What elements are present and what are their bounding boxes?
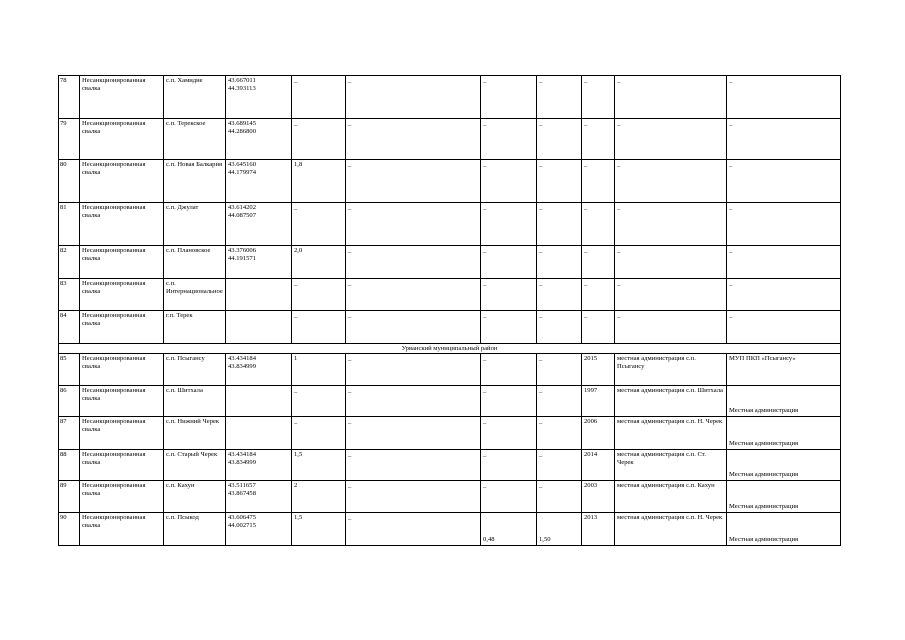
operator-cell: Местная администрация bbox=[727, 450, 841, 481]
column-6-cell: _ bbox=[346, 279, 481, 311]
table-row bbox=[59, 119, 841, 160]
table-row bbox=[59, 76, 841, 119]
object-type-cell: Несанкционированная свалка bbox=[80, 481, 164, 513]
year-cell: 2015 bbox=[582, 354, 615, 386]
area-cell: 1,5 bbox=[292, 450, 346, 481]
landfill-table bbox=[58, 75, 841, 546]
operator-cell: _ bbox=[727, 246, 841, 279]
area-cell: 2,0 bbox=[292, 246, 346, 279]
column-6-cell: _ bbox=[346, 386, 481, 417]
coordinates-cell bbox=[226, 279, 292, 311]
column-6-cell: _ bbox=[346, 450, 481, 481]
column-6-cell: _ bbox=[346, 481, 481, 513]
column-6-cell: _ bbox=[346, 417, 481, 450]
object-type-cell: Несанкционированная свалка bbox=[80, 386, 164, 417]
settlement-cell: с.п. Хамидие bbox=[164, 76, 226, 119]
table-row bbox=[59, 450, 841, 481]
column-6-cell: _ bbox=[346, 203, 481, 246]
coordinates-cell: 43.689145 44.286800 bbox=[226, 119, 292, 160]
row-number-cell: 82 bbox=[59, 246, 80, 279]
table-row bbox=[59, 417, 841, 450]
section-row bbox=[59, 344, 841, 354]
object-type-cell: Несанкционированная свалка bbox=[80, 246, 164, 279]
column-7-cell: _ bbox=[481, 311, 537, 344]
settlement-cell: с.п. Джулат bbox=[164, 203, 226, 246]
column-7-cell: _ bbox=[481, 76, 537, 119]
object-type-cell: Несанкционированная свалка bbox=[80, 160, 164, 203]
table-row bbox=[59, 311, 841, 344]
row-number-cell: 88 bbox=[59, 450, 80, 481]
object-type-cell: Несанкционированная свалка bbox=[80, 513, 164, 546]
administration-cell: _ bbox=[615, 279, 727, 311]
column-6-cell: _ bbox=[346, 76, 481, 119]
administration-cell: _ bbox=[615, 311, 727, 344]
column-6-cell: _ bbox=[346, 513, 481, 546]
area-cell: 1,5 bbox=[292, 513, 346, 546]
column-8-cell: _ bbox=[537, 76, 582, 119]
row-number-cell: 84 bbox=[59, 311, 80, 344]
object-type-cell: Несанкционированная свалка bbox=[80, 450, 164, 481]
area-cell: _ bbox=[292, 119, 346, 160]
column-8-cell: _ bbox=[537, 279, 582, 311]
column-8-cell: _ bbox=[537, 119, 582, 160]
administration-cell: местная администрация с.п. Н. Черек bbox=[615, 513, 727, 546]
operator-cell: Местная администрация bbox=[727, 417, 841, 450]
object-type-cell: Несанкционированная свалка bbox=[80, 76, 164, 119]
column-7-cell: _ bbox=[481, 119, 537, 160]
object-type-cell: Несанкционированная свалка bbox=[80, 417, 164, 450]
settlement-cell: г.п. Терек bbox=[164, 311, 226, 344]
table-row bbox=[59, 481, 841, 513]
administration-cell: _ bbox=[615, 76, 727, 119]
settlement-cell: с.п. Интернациональное bbox=[164, 279, 226, 311]
row-number-cell: 89 bbox=[59, 481, 80, 513]
administration-cell: местная администрация с.п. Шитхала bbox=[615, 386, 727, 417]
row-number-cell: 78 bbox=[59, 76, 80, 119]
coordinates-cell: 43.434184 43.834999 bbox=[226, 354, 292, 386]
year-cell: _ bbox=[582, 279, 615, 311]
settlement-cell: с.п. Плановское bbox=[164, 246, 226, 279]
column-7-cell: _ bbox=[481, 354, 537, 386]
administration-cell: местная администрация с.п. Псыгансу bbox=[615, 354, 727, 386]
column-7-cell: 0,48 bbox=[481, 513, 537, 546]
coordinates-cell: 43.645160 44.179974 bbox=[226, 160, 292, 203]
area-cell: _ bbox=[292, 386, 346, 417]
year-cell: _ bbox=[582, 76, 615, 119]
table-row bbox=[59, 160, 841, 203]
operator-cell: Местная администрация bbox=[727, 481, 841, 513]
column-7-cell: _ bbox=[481, 450, 537, 481]
coordinates-cell bbox=[226, 386, 292, 417]
column-7-cell: _ bbox=[481, 160, 537, 203]
column-8-cell: _ bbox=[537, 311, 582, 344]
year-cell: 2013 bbox=[582, 513, 615, 546]
column-7-cell: _ bbox=[481, 481, 537, 513]
settlement-cell: с.п. Старый Черек bbox=[164, 450, 226, 481]
table-row bbox=[59, 279, 841, 311]
table-row bbox=[59, 386, 841, 417]
settlement-cell: с.п. Кахун bbox=[164, 481, 226, 513]
year-cell: _ bbox=[582, 119, 615, 160]
coordinates-cell: 43.376006 44.191571 bbox=[226, 246, 292, 279]
table-row bbox=[59, 203, 841, 246]
row-number-cell: 86 bbox=[59, 386, 80, 417]
column-7-cell: _ bbox=[481, 246, 537, 279]
column-8-cell: _ bbox=[537, 354, 582, 386]
column-8-cell: _ bbox=[537, 160, 582, 203]
settlement-cell: с.п. Шитхала bbox=[164, 386, 226, 417]
area-cell: _ bbox=[292, 279, 346, 311]
administration-cell: _ bbox=[615, 203, 727, 246]
area-cell: _ bbox=[292, 203, 346, 246]
section-title: Урванский муниципальный район bbox=[59, 344, 841, 354]
row-number-cell: 83 bbox=[59, 279, 80, 311]
column-7-cell: _ bbox=[481, 279, 537, 311]
column-8-cell: _ bbox=[537, 450, 582, 481]
column-8-cell: _ bbox=[537, 417, 582, 450]
row-number-cell: 85 bbox=[59, 354, 80, 386]
table-row bbox=[59, 354, 841, 386]
operator-cell: _ bbox=[727, 76, 841, 119]
year-cell: 2014 bbox=[582, 450, 615, 481]
column-7-cell: _ bbox=[481, 386, 537, 417]
column-6-cell: _ bbox=[346, 160, 481, 203]
coordinates-cell: 43.667011 44.393113 bbox=[226, 76, 292, 119]
year-cell: _ bbox=[582, 160, 615, 203]
column-6-cell: _ bbox=[346, 311, 481, 344]
area-cell: 1,8 bbox=[292, 160, 346, 203]
coordinates-cell: 43.434184 43.834999 bbox=[226, 450, 292, 481]
administration-cell: местная администрация с.п. Н. Черек bbox=[615, 417, 727, 450]
year-cell: 2006 bbox=[582, 417, 615, 450]
area-cell: 2 bbox=[292, 481, 346, 513]
table-row bbox=[59, 513, 841, 546]
column-8-cell: _ bbox=[537, 386, 582, 417]
coordinates-cell bbox=[226, 311, 292, 344]
operator-cell: _ bbox=[727, 203, 841, 246]
column-6-cell: _ bbox=[346, 119, 481, 160]
settlement-cell: с.п. Псыгансу bbox=[164, 354, 226, 386]
area-cell: _ bbox=[292, 417, 346, 450]
row-number-cell: 79 bbox=[59, 119, 80, 160]
column-7-cell: _ bbox=[481, 417, 537, 450]
coordinates-cell: 43.606475 44.002715 bbox=[226, 513, 292, 546]
operator-cell: Местная администрация bbox=[727, 386, 841, 417]
column-8-cell: _ bbox=[537, 246, 582, 279]
area-cell: _ bbox=[292, 311, 346, 344]
row-number-cell: 90 bbox=[59, 513, 80, 546]
column-6-cell: _ bbox=[346, 354, 481, 386]
operator-cell: _ bbox=[727, 279, 841, 311]
column-7-cell: _ bbox=[481, 203, 537, 246]
object-type-cell: Несанкционированная свалка bbox=[80, 119, 164, 160]
coordinates-cell: 43.614202 44.087507 bbox=[226, 203, 292, 246]
operator-cell: МУП ПКП «Псыгансу» bbox=[727, 354, 841, 386]
object-type-cell: Несанкционированная свалка bbox=[80, 311, 164, 344]
operator-cell: _ bbox=[727, 119, 841, 160]
object-type-cell: Несанкционированная свалка bbox=[80, 279, 164, 311]
object-type-cell: Несанкционированная свалка bbox=[80, 203, 164, 246]
column-8-cell: _ bbox=[537, 203, 582, 246]
administration-cell: _ bbox=[615, 160, 727, 203]
year-cell: 1997 bbox=[582, 386, 615, 417]
operator-cell: _ bbox=[727, 160, 841, 203]
area-cell: _ bbox=[292, 76, 346, 119]
column-8-cell: _ bbox=[537, 481, 582, 513]
year-cell: _ bbox=[582, 203, 615, 246]
coordinates-cell: 43.511657 43.867458 bbox=[226, 481, 292, 513]
row-number-cell: 80 bbox=[59, 160, 80, 203]
year-cell: _ bbox=[582, 246, 615, 279]
administration-cell: местная администрация с.п. Кахун bbox=[615, 481, 727, 513]
settlement-cell: с.п. Нижний Черек bbox=[164, 417, 226, 450]
operator-cell: Местная администрация bbox=[727, 513, 841, 546]
administration-cell: _ bbox=[615, 246, 727, 279]
operator-cell: _ bbox=[727, 311, 841, 344]
year-cell: 2003 bbox=[582, 481, 615, 513]
settlement-cell: с.п. Псыкод bbox=[164, 513, 226, 546]
row-number-cell: 81 bbox=[59, 203, 80, 246]
area-cell: 1 bbox=[292, 354, 346, 386]
settlement-cell: с.п. Новая Балкария bbox=[164, 160, 226, 203]
table-row bbox=[59, 246, 841, 279]
column-6-cell: _ bbox=[346, 246, 481, 279]
administration-cell: местная администрация с.п. Ст. Черек bbox=[615, 450, 727, 481]
row-number-cell: 87 bbox=[59, 417, 80, 450]
column-8-cell: 1,50 bbox=[537, 513, 582, 546]
administration-cell: _ bbox=[615, 119, 727, 160]
object-type-cell: Несанкционированная свалка bbox=[80, 354, 164, 386]
year-cell: _ bbox=[582, 311, 615, 344]
settlement-cell: с.п. Терекское bbox=[164, 119, 226, 160]
coordinates-cell bbox=[226, 417, 292, 450]
